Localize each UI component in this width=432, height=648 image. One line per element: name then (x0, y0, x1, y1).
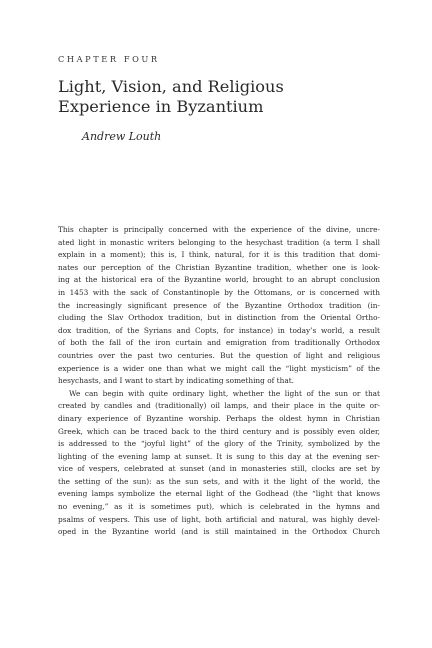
text-line: This chapter is principally concerned with the experience of the divine, uncre- (58, 225, 380, 234)
text-line: evening lamps symbolize the eternal light of the Godhead (the “light that knows (58, 489, 380, 499)
text-line: the setting of the sun): as the sun sets, and with it the light of the world, the (58, 476, 380, 486)
chapter-body (58, 224, 380, 539)
paragraph (58, 388, 380, 539)
text-line: in 1453 with the sack of Constantinople by the Ottomans, or is concerned with (58, 287, 380, 297)
text-line: vice of vespers, celebrated at sunset (and in monasteries still, clocks are set by (58, 464, 380, 474)
text-line: explain in a moment); this is, I think, natural, for it is this tradition that domi- (58, 250, 380, 260)
paragraph (58, 224, 380, 388)
text-line: hesychasts, and I want to start by indicating something of that. (58, 376, 295, 386)
text-line: oped in the Byzantine world (and is still maintained in the Orthodox Church (58, 527, 380, 537)
text-line: of both the fall of the iron curtain and emigration from traditionally Orthodox (58, 338, 380, 348)
text-line: experience is a wider one than what we might call the “light mysticism” of the (58, 363, 380, 373)
chapter-title-line: Light, Vision, and Religious (58, 77, 284, 96)
text-line: no evening,” as it is sometimes put), which is celebrated in the hymns and (58, 502, 380, 512)
text-line: created by candles and (traditionally) oil lamps, and their place in the quite or- (58, 401, 380, 411)
text-line: Greek, which can be traced back to the third century and is possibly even older, (58, 426, 380, 436)
text-line: ated light in monastic writers belonging to the hesychast tradition (a term I shall (58, 237, 380, 247)
text-line: nates our perception of the Christian Byzantine tradition, whether one is look- (58, 262, 380, 272)
text-line: countries over the past two centuries. But the question of light and religious (58, 350, 380, 360)
chapter-title (58, 77, 378, 117)
text-line: cluding the Slav Orthodox tradition, but in distinction from the Oriental Ortho- (58, 313, 380, 323)
text-line: psalms of vespers. This use of light, both artificial and natural, was highly devel- (58, 514, 380, 524)
author-name: Andrew Louth (82, 130, 162, 143)
text-line: ing at the historical era of the Byzantine world, brought to an abrupt conclusion (58, 275, 380, 285)
text-line: the increasingly significant presence of the Byzantine Orthodox tradition (in- (58, 300, 380, 310)
text-line: dox tradition, of the Syrians and Copts, for instance) in today’s world, a result (58, 325, 380, 335)
chapter-number-label: CHAPTER FOUR (58, 54, 160, 64)
chapter-title-line: Experience in Byzantium (58, 97, 264, 116)
text-line: lighting of the evening lamp at sunset. It is sung to this day at the evening ser- (58, 451, 380, 461)
text-line: We can begin with quite ordinary light, whether the light of the sun or that (69, 388, 380, 398)
text-line: is addressed to the “joyful light” of the glory of the Trinity, symbolized by the (58, 439, 380, 449)
text-line: dinary experience of Byzantine worship. Perhaps the oldest hymn in Christian (58, 413, 380, 423)
